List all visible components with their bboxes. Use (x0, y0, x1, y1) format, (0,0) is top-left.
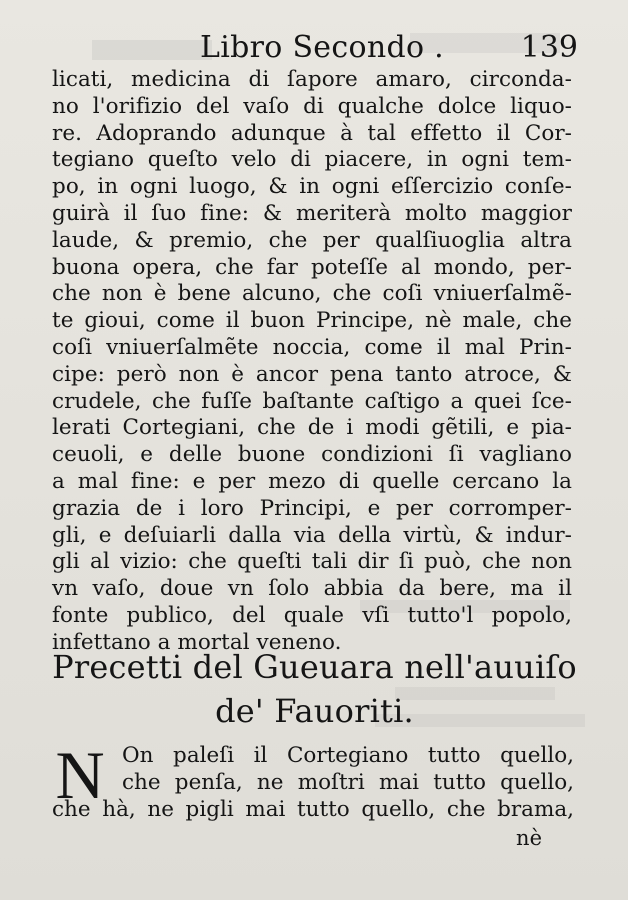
text-line: buona opera, che far poteſſe al mondo, per- (52, 254, 572, 280)
text-line: vn vaſo, doue vn ſolo abbia da bere, ma il (52, 576, 572, 602)
text-line: gli, e deſuiarli dalla via della virtù, & indur- (52, 522, 572, 548)
drop-cap: N (55, 737, 105, 813)
catchword: nè (516, 826, 542, 850)
text-line: On paleſi il Cortegiano tutto quello, (122, 743, 574, 768)
running-title: Libro Secondo . (200, 30, 444, 65)
text-line: te gioui, come il buon Principe, nè male, che (52, 308, 572, 334)
text-line: fonte publico, del quale vſi tutto'l popolo, (52, 602, 572, 628)
opening-paragraph (52, 737, 574, 823)
text-line: crudele, che fuſſe baſtante caſtigo a quei ſce- (52, 388, 572, 414)
text-line: coſi vniuerſalmẽte noccia, come il mal Prin- (52, 334, 572, 360)
running-header (188, 30, 578, 66)
text-line: lerati Cortegiani, che de i modi gẽtili, e pia- (52, 415, 572, 441)
text-line: che non è bene alcuno, che coſi vniuerſalmẽ- (52, 281, 572, 307)
text-line: ceuoli, e delle buone condizioni ſi vagliano (52, 442, 572, 468)
text-line: a mal fine: e per mezo di quelle cercano la (52, 468, 572, 494)
text-line: gli al vizio: che queſti tali dir ſi può, che non (52, 549, 572, 575)
text-line-last: infettano a mortal veneno. (52, 629, 342, 655)
body-text (52, 67, 572, 657)
text-line: re. Adoprando adunque à tal effetto il Cor- (52, 120, 572, 146)
text-line: che penſa, ne moſtri mai tutto quello, (122, 770, 574, 795)
text-line: po, in ogni luogo, & in ogni eſſercizio conſe- (52, 174, 572, 200)
page-number: 139 (520, 30, 578, 65)
text-line: laude, & premio, che per qualſiuoglia altra (52, 227, 572, 253)
text-line: cipe: però non è ancor pena tanto atroce, & (52, 361, 572, 387)
text-line: che hà, ne pigli mai tutto quello, che brama, (52, 797, 574, 822)
section-heading-line-1: Precetti del Gueuara nell'auuiſo (52, 648, 577, 686)
text-line: guirà il ſuo fine: & meriterà molto maggior (52, 200, 572, 226)
text-line: grazia de i loro Principi, e per corromper- (52, 495, 572, 521)
text-line: no l'orifizio del vaſo di qualche dolce liquo- (52, 93, 572, 119)
text-line: licati, medicina di ſapore amaro, circonda- (52, 67, 572, 92)
text-line: tegiano queſto velo di piacere, in ogni tem- (52, 147, 572, 173)
section-heading (52, 645, 577, 733)
section-heading-line-2: de' Fauoriti. (215, 692, 414, 730)
